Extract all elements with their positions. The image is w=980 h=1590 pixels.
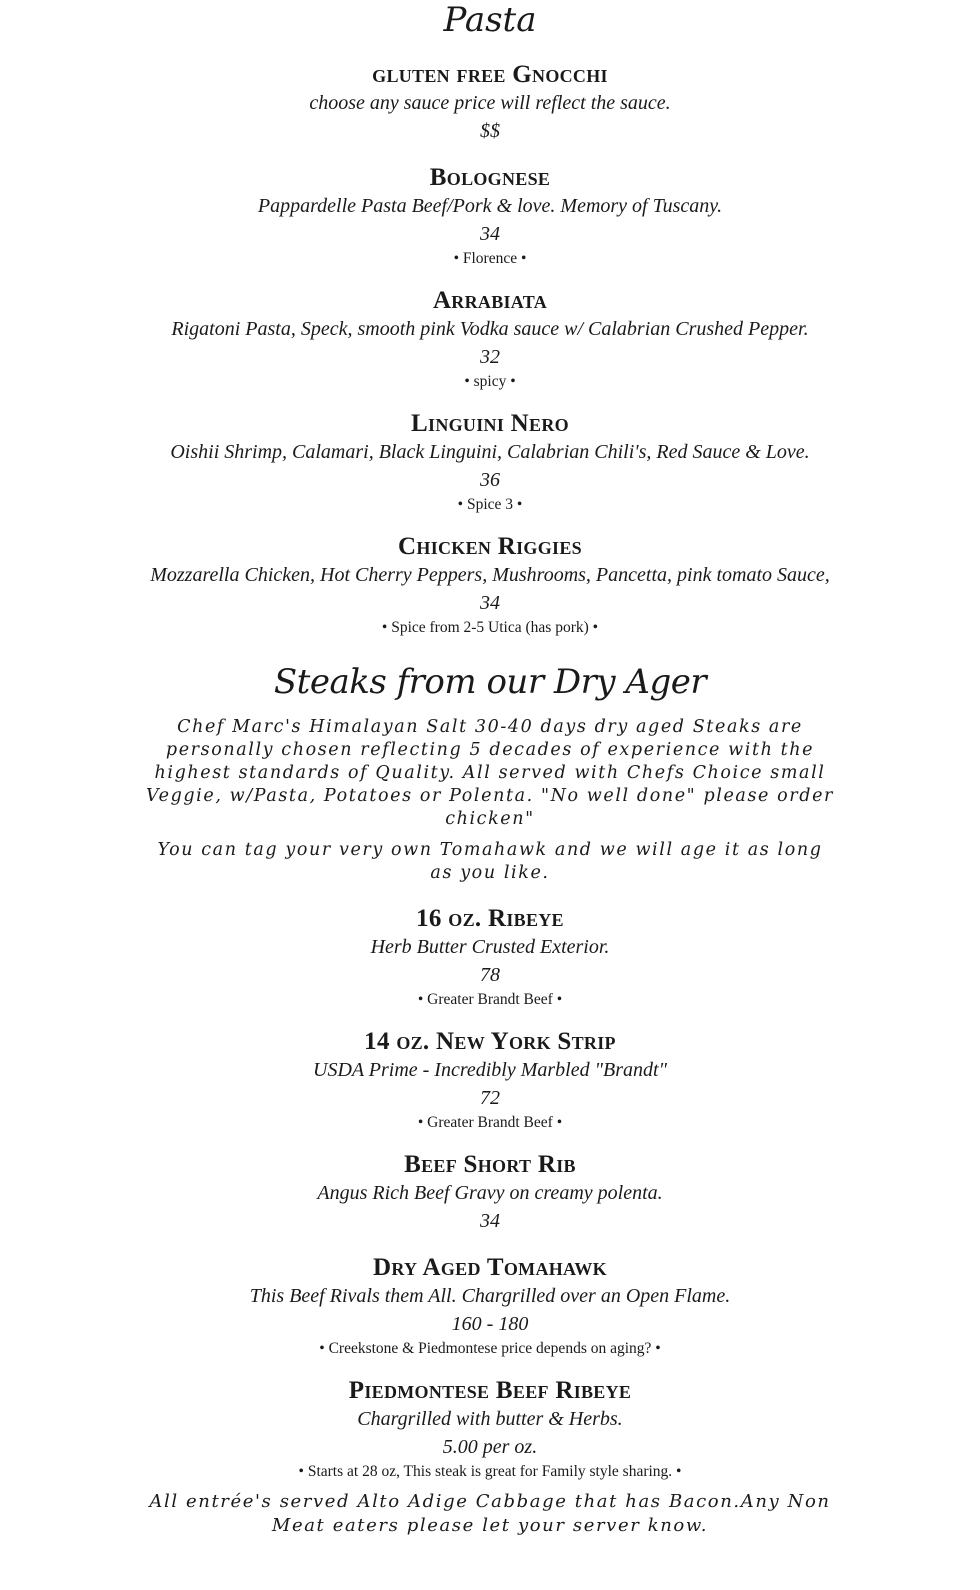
item-price: $$	[480, 120, 500, 143]
item-description: choose any sauce price will reflect the sauce.	[309, 92, 671, 115]
menu-item-piedmontese-ribeye	[0, 1377, 980, 1482]
item-description: Pappardelle Pasta Beef/Pork & love. Memory of Tuscany.	[257, 195, 723, 218]
steaks-section	[0, 656, 980, 1537]
item-name: gluten free Gnocchi	[372, 61, 608, 89]
item-name: 14 oz. New York Strip	[364, 1027, 616, 1055]
item-description: Chargrilled with butter & Herbs.	[357, 1407, 623, 1430]
item-name: Dry Aged Tomahawk	[373, 1253, 607, 1281]
item-note: • Spice from 2-5 Utica (has pork) •	[381, 619, 599, 637]
item-name: Linguini Nero	[411, 410, 569, 438]
menu-item-gnocchi	[0, 61, 980, 146]
item-description: This Beef Rivals them All. Chargrilled over an Open Flame.	[249, 1284, 731, 1307]
item-description: Rigatoni Pasta, Speck, smooth pink Vodka sauce w/ Calabrian Crushed Pepper.	[171, 318, 809, 341]
item-description: Angus Rich Beef Gravy on creamy polenta.	[317, 1181, 663, 1204]
item-name: Arrabiata	[432, 287, 548, 315]
item-description: Mozzarella Chicken, Hot Cherry Peppers, Mushrooms, Pancetta, pink tomato Sauce,	[150, 564, 830, 587]
menu-item-beef-short-rib	[0, 1151, 980, 1236]
item-note: • Starts at 28 oz, This steak is great for Family style sharing. •	[298, 1462, 682, 1480]
item-name: Chicken Riggies	[398, 533, 582, 561]
pasta-section	[0, 0, 980, 638]
item-price: 160 - 180	[451, 1312, 529, 1335]
menu-item-dry-aged-tomahawk	[0, 1254, 980, 1359]
item-price: 34	[480, 1209, 500, 1232]
item-price: 34	[480, 223, 500, 246]
item-name: Bolognese	[429, 164, 551, 192]
item-note: • Greater Brandt Beef •	[417, 990, 563, 1008]
steaks-intro-paragraph: Chef Marc's Himalayan Salt 30-40 days dry aged Steaks are personally chosen reflecting 5 decades of experience with the highest standards of Quality. All served with Chefs Choice small Veggie, w/Pasta, Potatoes or Polenta. "No well done" please order chicken"	[145, 716, 834, 829]
item-description: USDA Prime - Incredibly Marbled "Brandt"	[313, 1058, 667, 1081]
item-note: • Florence •	[453, 250, 527, 268]
item-price: 72	[480, 1086, 500, 1109]
item-name: Piedmontese Beef Ribeye	[348, 1376, 632, 1404]
item-name: 16 oz. Ribeye	[416, 904, 564, 932]
menu-item-ribeye	[0, 905, 980, 1010]
steaks-footer-note: All entrée's served Alto Adige Cabbage that has Bacon.Any Non Meat eaters please let your server know.	[149, 1490, 831, 1536]
steaks-intro-tomahawk-note: You can tag your very own Tomahawk and we will age it as long as you like.	[157, 839, 823, 883]
item-name: Beef Short Rib	[404, 1150, 576, 1178]
item-price: 32	[480, 346, 500, 369]
item-note: • Greater Brandt Beef •	[417, 1113, 563, 1131]
item-price: 78	[480, 963, 500, 986]
item-note: • Spice 3 •	[457, 496, 523, 514]
menu-item-new-york-strip	[0, 1028, 980, 1133]
item-description: Herb Butter Crusted Exterior.	[370, 935, 610, 958]
menu-item-arrabiata	[0, 287, 980, 392]
menu-item-linguini-nero	[0, 410, 980, 515]
section-title-pasta: Pasta	[443, 0, 537, 40]
item-note: • Creekstone & Piedmontese price depends on aging? •	[319, 1339, 661, 1357]
item-note: • spicy •	[464, 373, 516, 391]
item-description: Oishii Shrimp, Calamari, Black Linguini, Calabrian Chili's, Red Sauce & Love.	[170, 441, 810, 464]
item-price: 36	[480, 469, 500, 492]
steaks-intro	[145, 716, 835, 885]
item-price: 34	[480, 592, 500, 615]
menu-item-bolognese	[0, 164, 980, 269]
section-title-steaks: Steaks from our Dry Ager	[273, 662, 707, 703]
menu-item-chicken-riggies	[0, 533, 980, 638]
item-price: 5.00 per oz.	[442, 1435, 538, 1458]
